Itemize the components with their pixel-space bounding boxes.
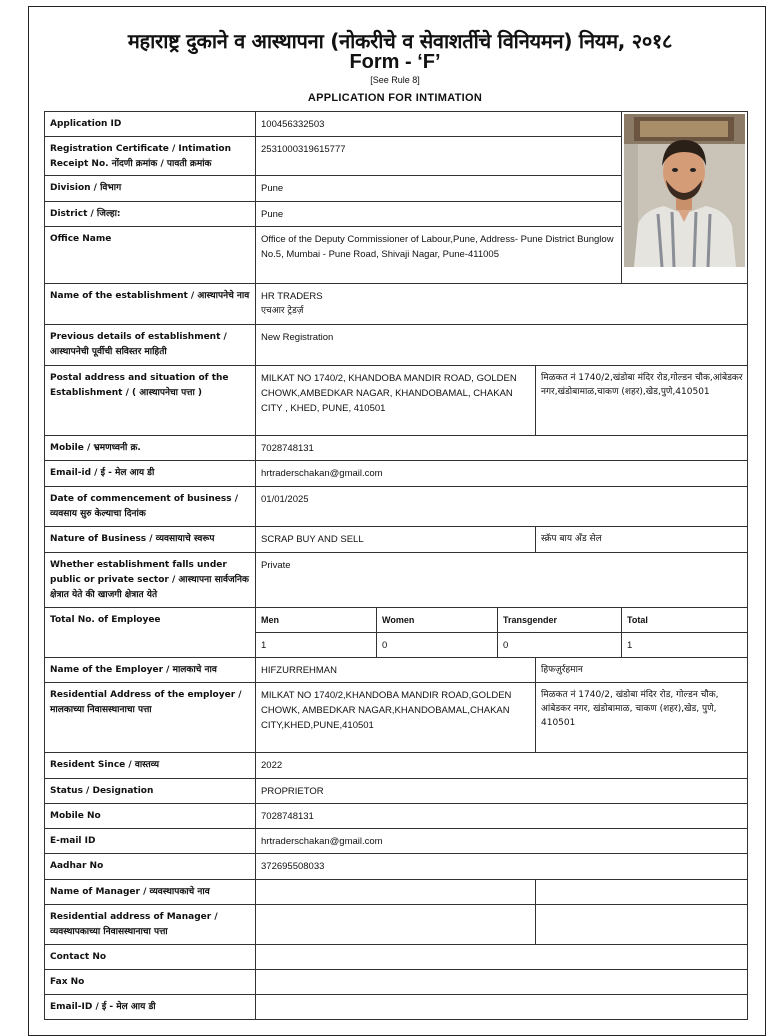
contact-no-value [256, 945, 748, 970]
row-manager-address [45, 905, 748, 945]
aadhar-value: 372695508033 [256, 854, 748, 880]
email-label: Email-id / ई - मेल आय डी [45, 461, 256, 487]
establishment-name-en: HR TRADERS [261, 291, 323, 302]
manager-address-label: Residential address of Manager / व्यवस्थापकाच्या निवासस्थानाचा पत्ता [45, 905, 256, 945]
employees-label: Total No. of Employee [45, 608, 256, 658]
commencement-date-value: 01/01/2025 [256, 487, 748, 527]
form-title-marathi: महाराष्ट्र दुकाने व आस्थापना (नोकरीचे व सेवाशर्तीचे विनियमन) नियम, २०१८ [127, 29, 673, 53]
applicant-photo-cell [622, 112, 748, 284]
intimation-form-table [44, 111, 748, 1020]
email-value: hrtraderschakan@gmail.com [256, 461, 748, 487]
row-sector [45, 553, 748, 608]
postal-address-mr: मिळकत नं 1740/2,खंडोबा मंदिर रोड,गोल्डन चौक,आंबेडकर नगर,खंडोबामाळ,चाकण (शहर),खेड,पुणे,410501 [536, 366, 748, 436]
postal-address-en: MILKAT NO 1740/2, KHANDOBA MANDIR ROAD, GOLDEN CHOWK,AMBEDKAR NAGAR, KHANDOBAMAL, CHAKAN CITY , KHED, PUNE, 410501 [256, 366, 536, 436]
division-value: Pune [256, 176, 622, 202]
row-mobile [45, 436, 748, 461]
employees-transgender-value: 0 [498, 633, 622, 658]
employer-address-mr: मिळकत नं 1740/2, खंडोबा मंदिर रोड, गोल्डन चौक, आंबेडकर नगर, खंडोबामाळ, चाकण (शहर),खेड, पुणे, 410501 [536, 683, 748, 753]
row-commencement-date [45, 487, 748, 527]
status-value: PROPRIETOR [256, 779, 748, 804]
row-nature-of-business [45, 527, 748, 553]
previous-details-value: New Registration [256, 325, 748, 366]
row-establishment-name [45, 284, 748, 325]
nature-of-business-mr: स्क्रॅप बाय अँड सेल [536, 527, 748, 553]
office-name-label: Office Name [45, 227, 256, 284]
resident-since-value: 2022 [256, 753, 748, 779]
row-manager-name [45, 880, 748, 905]
employees-men-value: 1 [256, 633, 377, 658]
establishment-name-mr: एचआर ट्रेडर्ज़ [261, 306, 304, 316]
status-label: Status / Designation [45, 779, 256, 804]
row-aadhar [45, 854, 748, 880]
form-title: APPLICATION FOR INTIMATION [307, 92, 483, 104]
postal-address-label: Postal address and situation of the Establishment / ( आस्थापनेचा पत्ता ) [45, 366, 256, 436]
row-email-id [45, 829, 748, 854]
row-mobile-no [45, 804, 748, 829]
mobile-no-value: 7028748131 [256, 804, 748, 829]
establishment-name-label: Name of the establishment / आस्थापनेचे नाव [45, 284, 256, 325]
row-email [45, 461, 748, 487]
establishment-name-value [256, 284, 748, 325]
rule-reference: [See Rule 8] [370, 75, 420, 85]
row-application-id [45, 112, 748, 137]
previous-details-label: Previous details of establishment / आस्थापनेची पूर्वीची सविस्तर माहिती [45, 325, 256, 366]
applicant-photo [624, 114, 745, 267]
employees-men-header: Men [256, 608, 377, 633]
aadhar-label: Aadhar No [45, 854, 256, 880]
mobile-value: 7028748131 [256, 436, 748, 461]
row-previous-details [45, 325, 748, 366]
registration-certificate-value: 2531000319615777 [256, 137, 622, 176]
row-manager-email [45, 995, 748, 1020]
employees-transgender-header: Transgender [498, 608, 622, 633]
manager-address-en [256, 905, 536, 945]
row-employer-name [45, 658, 748, 683]
application-id-label: Application ID [45, 112, 256, 137]
district-value: Pune [256, 202, 622, 227]
resident-since-label: Resident Since / वास्तव्य [45, 753, 256, 779]
nature-of-business-label: Nature of Business / व्यवसायाचे स्वरूप [45, 527, 256, 553]
employer-name-label: Name of the Employer / मालकाचे नाव [45, 658, 256, 683]
mobile-no-label: Mobile No [45, 804, 256, 829]
fax-no-value [256, 970, 748, 995]
contact-no-label: Contact No [45, 945, 256, 970]
row-fax-no [45, 970, 748, 995]
mobile-label: Mobile / भ्रमणध्वनी क्र. [45, 436, 256, 461]
row-contact-no [45, 945, 748, 970]
manager-email-label: Email-ID / ई - मेल आय डी [45, 995, 256, 1020]
employees-total-header: Total [622, 608, 748, 633]
district-label: District / जिल्हा: [45, 202, 256, 227]
row-resident-since [45, 753, 748, 779]
manager-email-value [256, 995, 748, 1020]
row-employees-header [45, 608, 748, 633]
row-status [45, 779, 748, 804]
employer-name-en: HIFZURREHMAN [256, 658, 536, 683]
office-name-value: Office of the Deputy Commissioner of Labour,Pune, Address- Pune District Bunglow No.5, Mumbai - Pune Road, Shivaji Nagar, Pune-411005 [256, 227, 622, 284]
fax-no-label: Fax No [45, 970, 256, 995]
email-id-value: hrtraderschakan@gmail.com [256, 829, 748, 854]
manager-name-en [256, 880, 536, 905]
commencement-date-label: Date of commencement of business / व्यवसाय सुरु केल्याचा दिनांक [45, 487, 256, 527]
nature-of-business-en: SCRAP BUY AND SELL [256, 527, 536, 553]
sector-value: Private [256, 553, 748, 608]
employees-women-value: 0 [377, 633, 498, 658]
row-employer-address [45, 683, 748, 753]
row-postal-address [45, 366, 748, 436]
employees-total-value: 1 [622, 633, 748, 658]
employer-address-label: Residential Address of the employer / मालकाच्या निवासस्थानाचा पत्ता [45, 683, 256, 753]
email-id-label: E-mail ID [45, 829, 256, 854]
employees-women-header: Women [377, 608, 498, 633]
division-label: Division / विभाग [45, 176, 256, 202]
employer-name-mr: हिफज़ुर्रहमान [536, 658, 748, 683]
sector-label: Whether establishment falls under public or private sector / आस्थापना सार्वजनिक क्षेत्रात येते की खाजगी क्षेत्रात येते [45, 553, 256, 608]
registration-certificate-label: Registration Certificate / Intimation Receipt No. नोंदणी क्रमांक / पावती क्रमांक [45, 137, 256, 176]
application-id-value: 100456332503 [256, 112, 622, 137]
manager-name-label: Name of Manager / व्यवस्थापकाचे नाव [45, 880, 256, 905]
employer-address-en: MILKAT NO 1740/2,KHANDOBA MANDIR ROAD,GOLDEN CHOWK, AMBEDKAR NAGAR,KHANDOBAMAL,CHAKAN CITY,KHED,PUNE,410501 [256, 683, 536, 753]
form-label: Form - ‘F’ [349, 51, 441, 73]
manager-address-mr [536, 905, 748, 945]
manager-name-mr [536, 880, 748, 905]
